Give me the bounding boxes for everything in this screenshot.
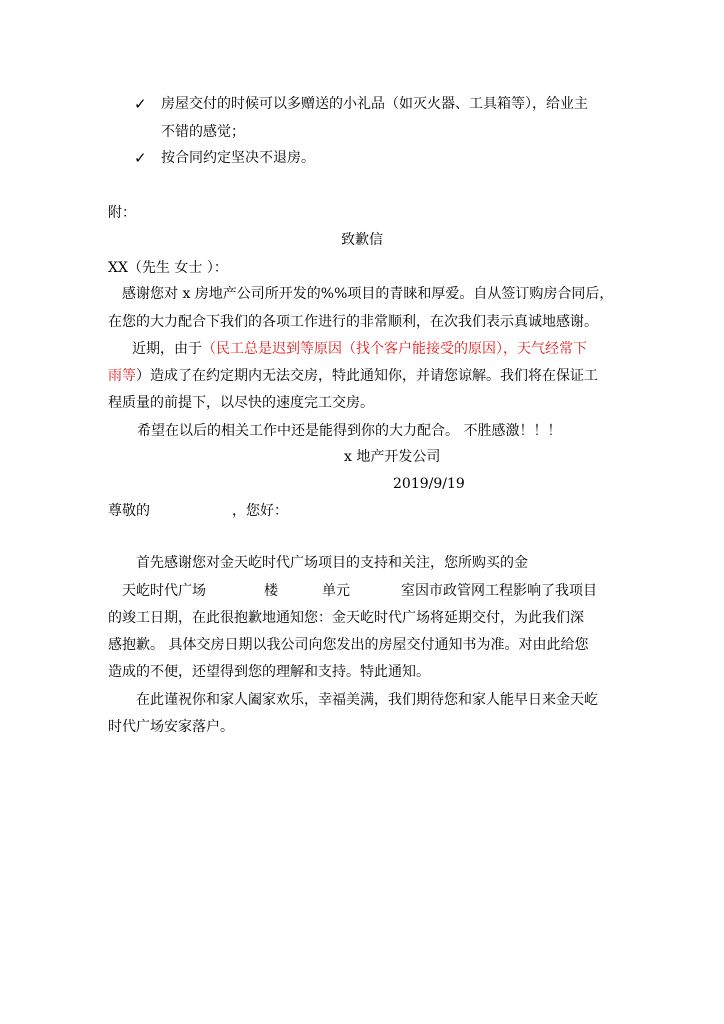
notice-unit-label: 单元 — [322, 583, 350, 599]
letter-salutation: XX（先生 女士 ）： — [108, 260, 228, 276]
letter-para-2-line-1 — [132, 339, 587, 359]
delay-reason-text-cont: 雨等 — [108, 368, 136, 384]
notice-p1-line-4: 感抱歉。 具体交房日期以我公司向您发出的房屋交付通知书为准。对由此给您 — [108, 637, 589, 653]
letter-para-2-line-3: 程质量的前提下，以尽快的速度完工交房。 — [108, 395, 374, 411]
notice-project-name: 天屹时代广场 — [122, 583, 206, 599]
notice-room-text: 室因市政管网工程影响了我项目 — [401, 583, 597, 599]
delay-reason-text: （民工总是迟到等原因（找个客户能接受的原因），天气经常下 — [202, 341, 587, 357]
checkmark-icon: ✓ — [134, 95, 147, 113]
bullet-1-line-1: 房屋交付的时候可以多赠送的小礼品（如灭火器、工具箱等），给业主 — [161, 96, 588, 112]
notice-p1-line-1: 首先感谢您对金天屹时代广场项目的支持和关注，您所购买的金 — [136, 555, 528, 571]
letter-para-2-rest: ）造成了在约定期内无法交房，特此通知你，并请您谅解。我们将在保证工 — [136, 368, 598, 384]
checkmark-icon: ✓ — [134, 149, 147, 167]
appendix-label: 附： — [108, 205, 136, 221]
notice-p2-line-2: 时代广场安家落户。 — [108, 719, 234, 735]
bullet-1-line-2: 不错的感觉； — [161, 124, 245, 140]
letter-para-2-line-2 — [108, 366, 598, 386]
notice-p2-line-1: 在此谨祝你和家人阖家欢乐，幸福美满，我们期待您和家人能早日来金天屹 — [136, 692, 598, 708]
letter-para-2-prefix: 近期，由于 — [132, 341, 202, 357]
greeting-prefix: 尊敬的 — [108, 503, 150, 519]
letter-signature: x 地产开发公司 — [344, 449, 441, 465]
notice-p1-line-5: 造成的不便，还望得到您的理解和支持。特此通知。 — [108, 664, 430, 680]
notice-p1-line-3: 的竣工日期，在此很抱歉地通知您：金天屹时代广场将延期交付，为此我们深 — [108, 610, 584, 626]
greeting-suffix: ，您好： — [232, 503, 288, 519]
notice-building-label: 楼 — [264, 583, 278, 599]
letter-title: 致歉信 — [341, 232, 383, 248]
letter-para-1-line-1: 感谢您对 x 房地产公司所开发的%%项目的青睐和厚爱。自从签订购房合同后， — [122, 286, 614, 302]
letter-date: 2019/9/19 — [393, 476, 465, 492]
letter-para-1-line-2: 在您的大力配合下我们的各项工作进行的非常顺利，在次我们表示真诚地感谢。 — [108, 314, 598, 330]
letter-para-3: 希望在以后的相关工作中还是能得到你的大力配合。 不胜感激！！！ — [137, 423, 562, 439]
bullet-2-line-1: 按合同约定坚决不退房。 — [161, 150, 315, 166]
